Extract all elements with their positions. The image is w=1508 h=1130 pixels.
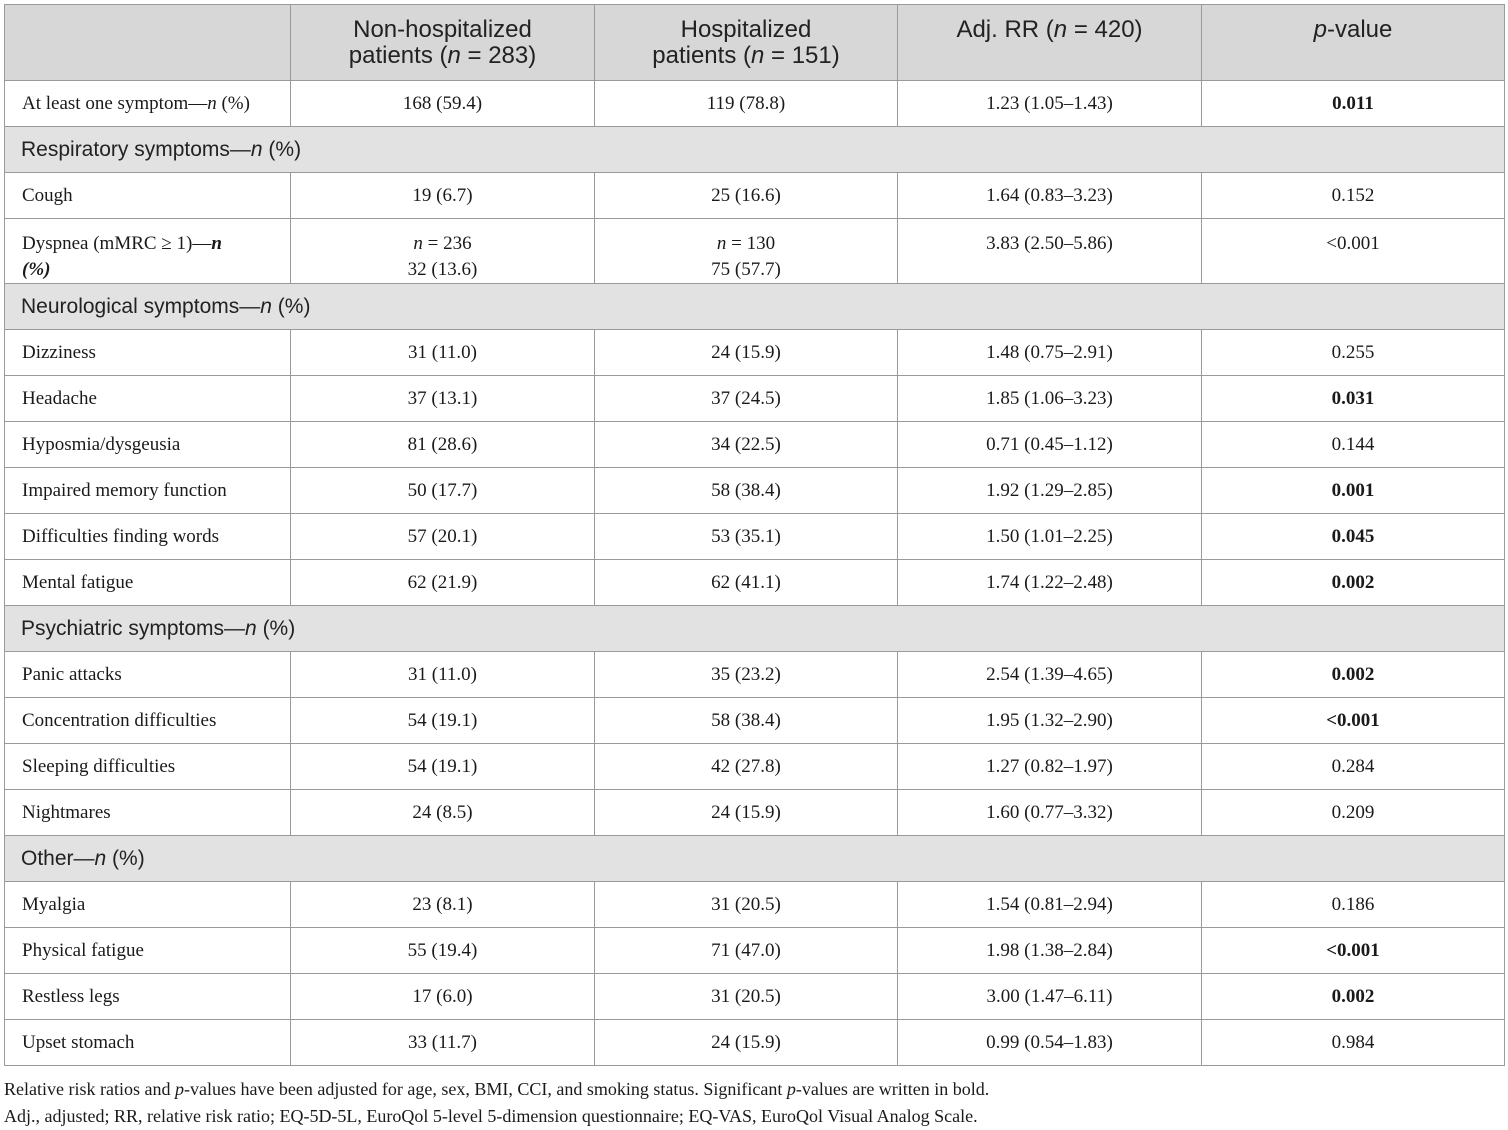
table-row: [5, 744, 1505, 790]
cell-hospitalized: 24 (15.9): [595, 1020, 898, 1066]
cell-adj-rr: 1.54 (0.81–2.94): [898, 882, 1202, 928]
cell-non-hospitalized: 17 (6.0): [291, 974, 595, 1020]
cell-non-hospitalized: 57 (20.1): [291, 514, 595, 560]
cell-adj-rr: 3.00 (1.47–6.11): [898, 974, 1202, 1020]
cell-non-hospitalized: 62 (21.9): [291, 560, 595, 606]
table-row: [5, 928, 1505, 974]
row-label: Cough: [5, 173, 291, 219]
cell-p-value: 0.031: [1202, 376, 1505, 422]
table-header-row: [5, 5, 1505, 81]
table-row: [5, 560, 1505, 606]
cell-adj-rr: 1.74 (1.22–2.48): [898, 560, 1202, 606]
cell-p-value: 0.002: [1202, 560, 1505, 606]
cell-non-hospitalized: 55 (19.4): [291, 928, 595, 974]
cell-adj-rr: 1.85 (1.06–3.23): [898, 376, 1202, 422]
header-p-value: p-value: [1202, 5, 1505, 81]
table-row: [5, 81, 1505, 127]
row-label: Dyspnea (mMRC ≥ 1)—n (%): [5, 219, 291, 284]
cell-adj-rr: 1.50 (1.01–2.25): [898, 514, 1202, 560]
cell-adj-rr: 3.83 (2.50–5.86): [898, 219, 1202, 284]
header-empty: [5, 5, 291, 81]
section-header-other: [5, 836, 1505, 882]
header-hospitalized: Hospitalized patients (n = 151): [595, 5, 898, 81]
cell-adj-rr: 1.95 (1.32–2.90): [898, 698, 1202, 744]
cell-non-hospitalized: 168 (59.4): [291, 81, 595, 127]
cell-p-value: 0.045: [1202, 514, 1505, 560]
cell-p-value: 0.144: [1202, 422, 1505, 468]
section-title: Respiratory symptoms—n (%): [5, 127, 1505, 173]
footnote-adjustment: Relative risk ratios and p-values have been adjusted for age, sex, BMI, CCI, and smoking status. Significant p-values are written in bold.: [4, 1079, 990, 1099]
cell-hospitalized: 31 (20.5): [595, 882, 898, 928]
section-title: Other—n (%): [5, 836, 1505, 882]
footnote-abbreviations: Adj., adjusted; RR, relative risk ratio; EQ-5D-5L, EuroQol 5-level 5-dimension questionnaire; EQ-VAS, EuroQol Visual Analog Scale.: [4, 1106, 978, 1126]
cell-p-value: 0.152: [1202, 173, 1505, 219]
row-label: Concentration difficulties: [5, 698, 291, 744]
cell-p-value: 0.255: [1202, 330, 1505, 376]
cell-non-hospitalized: 33 (11.7): [291, 1020, 595, 1066]
cell-hospitalized: 42 (27.8): [595, 744, 898, 790]
table-row: [5, 974, 1505, 1020]
cell-p-value: <0.001: [1202, 698, 1505, 744]
cell-non-hospitalized: 54 (19.1): [291, 698, 595, 744]
cell-p-value: 0.011: [1202, 81, 1505, 127]
table-row: [5, 219, 1505, 284]
cell-hospitalized: 31 (20.5): [595, 974, 898, 1020]
row-label: Hyposmia/dysgeusia: [5, 422, 291, 468]
cell-non-hospitalized: 54 (19.1): [291, 744, 595, 790]
cell-adj-rr: 1.64 (0.83–3.23): [898, 173, 1202, 219]
cell-adj-rr: 0.99 (0.54–1.83): [898, 1020, 1202, 1066]
table-row: [5, 376, 1505, 422]
row-label: Impaired memory function: [5, 468, 291, 514]
table-row: [5, 882, 1505, 928]
table-row: [5, 790, 1505, 836]
section-title: Neurological symptoms—n (%): [5, 284, 1505, 330]
cell-p-value: 0.002: [1202, 652, 1505, 698]
cell-p-value: <0.001: [1202, 928, 1505, 974]
row-label: Physical fatigue: [5, 928, 291, 974]
row-label: Difficulties finding words: [5, 514, 291, 560]
row-label: Sleeping difficulties: [5, 744, 291, 790]
cell-p-value: 0.186: [1202, 882, 1505, 928]
cell-non-hospitalized: 31 (11.0): [291, 330, 595, 376]
section-header-psychiatric: [5, 606, 1505, 652]
row-label: Restless legs: [5, 974, 291, 1020]
cell-p-value: 0.002: [1202, 974, 1505, 1020]
cell-hospitalized: 119 (78.8): [595, 81, 898, 127]
table-row: [5, 422, 1505, 468]
cell-non-hospitalized: 19 (6.7): [291, 173, 595, 219]
symptoms-table: [4, 4, 1505, 1066]
cell-non-hospitalized: 31 (11.0): [291, 652, 595, 698]
row-label: Panic attacks: [5, 652, 291, 698]
cell-adj-rr: 1.60 (0.77–3.32): [898, 790, 1202, 836]
cell-hospitalized: 58 (38.4): [595, 468, 898, 514]
cell-adj-rr: 1.48 (0.75–2.91): [898, 330, 1202, 376]
table-row: [5, 468, 1505, 514]
table-footnotes: [4, 1076, 1504, 1130]
row-label: Myalgia: [5, 882, 291, 928]
cell-adj-rr: 1.23 (1.05–1.43): [898, 81, 1202, 127]
cell-hospitalized: 37 (24.5): [595, 376, 898, 422]
section-title: Psychiatric symptoms—n (%): [5, 606, 1505, 652]
cell-non-hospitalized: 24 (8.5): [291, 790, 595, 836]
cell-adj-rr: 1.27 (0.82–1.97): [898, 744, 1202, 790]
row-label: Mental fatigue: [5, 560, 291, 606]
cell-non-hospitalized: 37 (13.1): [291, 376, 595, 422]
cell-non-hospitalized: 81 (28.6): [291, 422, 595, 468]
section-header-neurological: [5, 284, 1505, 330]
cell-p-value: 0.284: [1202, 744, 1505, 790]
table-row: [5, 514, 1505, 560]
cell-hospitalized: 71 (47.0): [595, 928, 898, 974]
cell-non-hospitalized: 23 (8.1): [291, 882, 595, 928]
cell-adj-rr: 1.98 (1.38–2.84): [898, 928, 1202, 974]
cell-hospitalized: 25 (16.6): [595, 173, 898, 219]
cell-p-value: 0.209: [1202, 790, 1505, 836]
cell-adj-rr: 2.54 (1.39–4.65): [898, 652, 1202, 698]
header-non-hospitalized: Non-hospitalized patients (n = 283): [291, 5, 595, 81]
cell-hospitalized: n = 130 75 (57.7): [595, 219, 898, 284]
cell-p-value: 0.984: [1202, 1020, 1505, 1066]
cell-adj-rr: 0.71 (0.45–1.12): [898, 422, 1202, 468]
table-row: [5, 698, 1505, 744]
cell-hospitalized: 53 (35.1): [595, 514, 898, 560]
row-label: Headache: [5, 376, 291, 422]
row-label: Nightmares: [5, 790, 291, 836]
header-adj-rr: Adj. RR (n = 420): [898, 5, 1202, 81]
cell-non-hospitalized: 50 (17.7): [291, 468, 595, 514]
row-label: Dizziness: [5, 330, 291, 376]
cell-hospitalized: 24 (15.9): [595, 330, 898, 376]
cell-adj-rr: 1.92 (1.29–2.85): [898, 468, 1202, 514]
cell-hospitalized: 35 (23.2): [595, 652, 898, 698]
cell-hospitalized: 34 (22.5): [595, 422, 898, 468]
cell-hospitalized: 24 (15.9): [595, 790, 898, 836]
cell-hospitalized: 62 (41.1): [595, 560, 898, 606]
table-row: [5, 1020, 1505, 1066]
row-label: At least one symptom—n (%): [5, 81, 291, 127]
table-row: [5, 330, 1505, 376]
row-label: Upset stomach: [5, 1020, 291, 1066]
table-row: [5, 173, 1505, 219]
section-header-respiratory: [5, 127, 1505, 173]
cell-non-hospitalized: n = 236 32 (13.6): [291, 219, 595, 284]
cell-p-value: <0.001: [1202, 219, 1505, 284]
cell-hospitalized: 58 (38.4): [595, 698, 898, 744]
table-row: [5, 652, 1505, 698]
cell-p-value: 0.001: [1202, 468, 1505, 514]
